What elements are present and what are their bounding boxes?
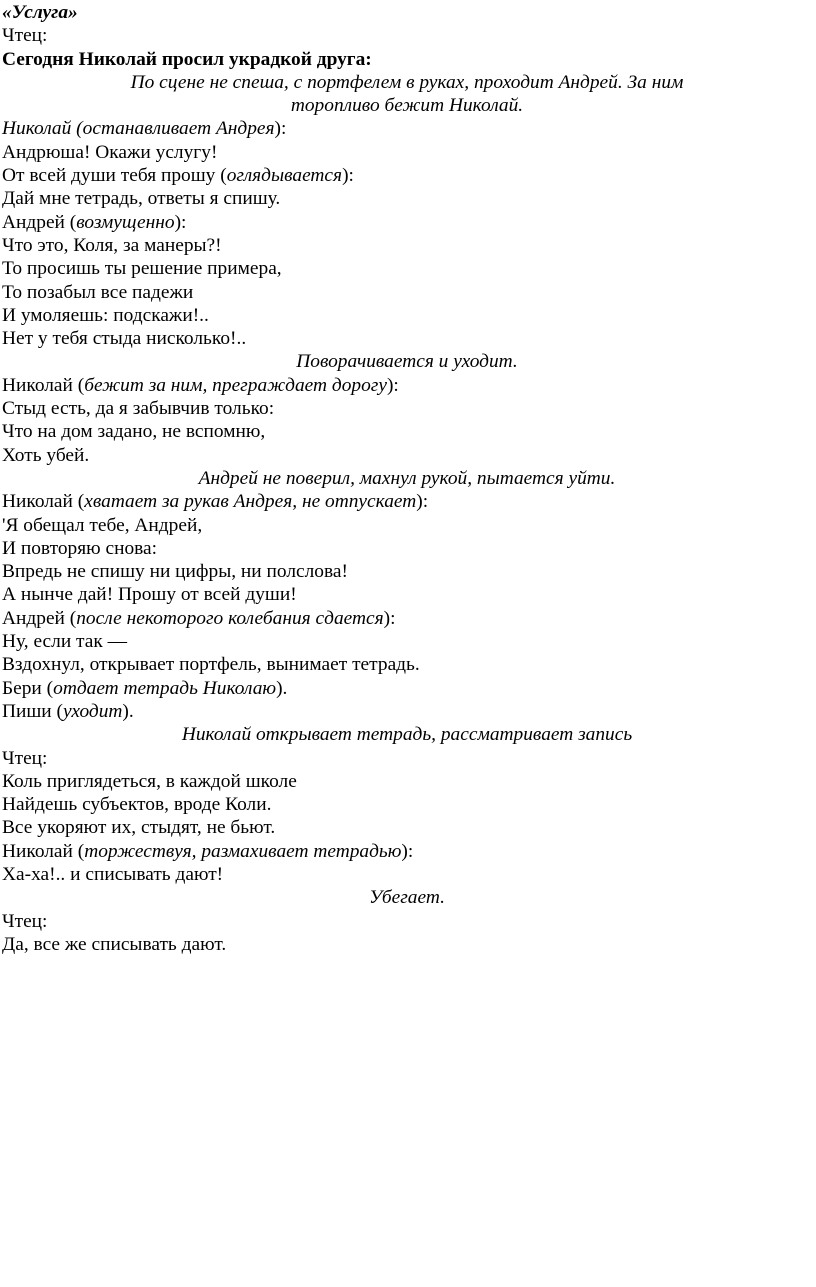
line-text: Андрей (: [2, 211, 77, 233]
text-line: Дай мне тетрадь, ответы я спишу.: [2, 188, 281, 210]
speaker-line: [2, 840, 812, 863]
speaker-close: ):: [274, 118, 287, 140]
speaker-line: [2, 677, 812, 700]
line-close: ).: [276, 677, 288, 699]
stage-note: оглядывается: [226, 165, 343, 187]
line-close: ):: [416, 491, 429, 513]
text-line: И умоляешь: подскажи!..: [2, 304, 209, 326]
text-line: А нынче дай! Прошу от всей души!: [2, 584, 297, 606]
line-text: Николай (: [2, 374, 85, 396]
stage-note: хватает за рукав Андрея, не отпускает: [84, 491, 417, 513]
text-line: Чтец:: [2, 747, 48, 769]
line-close: ):: [383, 607, 396, 629]
speaker-line: [2, 211, 812, 234]
text-line: То просишь ты решение примера,: [2, 258, 282, 280]
speaker-line: [2, 164, 812, 187]
text-line: Хоть убей.: [2, 444, 90, 466]
stage-direction: По сцене не спеша, с портфелем в руках, проходит Андрей. За ним торопливо бежит Николай.: [130, 71, 684, 117]
stage-direction: Николай открывает тетрадь, рассматривает запись: [181, 724, 633, 746]
line-close: ).: [122, 700, 134, 722]
line-text: Николай (: [2, 491, 85, 513]
text-line: Впредь не спишу ни цифры, ни полслова!: [2, 561, 348, 583]
text-line: То позабыл все падежи: [2, 281, 194, 303]
stage-direction: Поворачивается и уходит.: [296, 351, 518, 373]
text-line: Ха-ха!.. и списывать дают!: [2, 863, 224, 885]
stage-direction: Убегает.: [369, 887, 445, 909]
document-body: [2, 24, 812, 956]
stage-note: уходит: [63, 700, 123, 722]
stage-note: бежит за ним, преграждает дорогу: [84, 374, 387, 396]
speaker-name: Николай (: [2, 118, 83, 140]
text-line: 'Я обещал тебе, Андрей,: [2, 514, 203, 536]
text-line: Что это, Коля, за манеры?!: [2, 234, 222, 256]
text-line: Нет у тебя стыда нисколько!..: [2, 328, 247, 350]
text-line: Стыд есть, да я забывчив только:: [2, 398, 275, 420]
line-close: ):: [174, 211, 187, 233]
stage-note: отдает тетрадь Николаю: [53, 677, 277, 699]
line-text: От всей души тебя прошу (: [2, 165, 227, 187]
line-text: Бери (: [2, 677, 54, 699]
text-line: Что на дом задано, не вспомню,: [2, 421, 266, 443]
stage-direction: Андрей не поверил, махнул рукой, пытается уйти.: [198, 467, 616, 489]
document-title: «Услуга»: [2, 2, 78, 23]
text-line: Все укоряют их, стыдят, не бьют.: [2, 817, 276, 839]
stage-note: возмущенно: [76, 211, 175, 233]
line-close: ):: [342, 165, 354, 187]
text-line: Чтец:: [2, 910, 48, 932]
speaker-line: [2, 490, 812, 513]
line-text: Пиши (: [2, 700, 63, 722]
text-line: Вздохнул, открывает портфель, вынимает тетрадь.: [2, 654, 420, 676]
text-line: Найдешь субъектов, вроде Коли.: [2, 794, 272, 816]
text-line: Чтец:: [2, 25, 48, 47]
line-close: ):: [401, 840, 414, 862]
stage-note: останавливает Андрея: [82, 118, 275, 140]
speaker-line: [2, 374, 812, 397]
text-line: Да, все же списывать дают.: [2, 933, 227, 955]
text-line: Коль приглядеться, в каждой школе: [2, 770, 297, 792]
text-line: Ну, если так —: [2, 631, 128, 653]
text-line: И повторяю снова:: [2, 537, 158, 559]
bold-line: Сегодня Николай просил украдкой друга:: [2, 48, 372, 70]
text-line: Андрюша! Окажи услугу!: [2, 141, 218, 163]
speaker-line: [2, 117, 812, 140]
stage-note: после некоторого колебания сдается: [76, 607, 384, 629]
line-text: Николай (: [2, 840, 85, 862]
line-close: ):: [386, 374, 399, 396]
line-text: Андрей (: [2, 607, 77, 629]
speaker-line: [2, 700, 812, 723]
speaker-line: [2, 607, 812, 630]
stage-note: торжествуя, размахивает тетрадью: [84, 840, 402, 862]
